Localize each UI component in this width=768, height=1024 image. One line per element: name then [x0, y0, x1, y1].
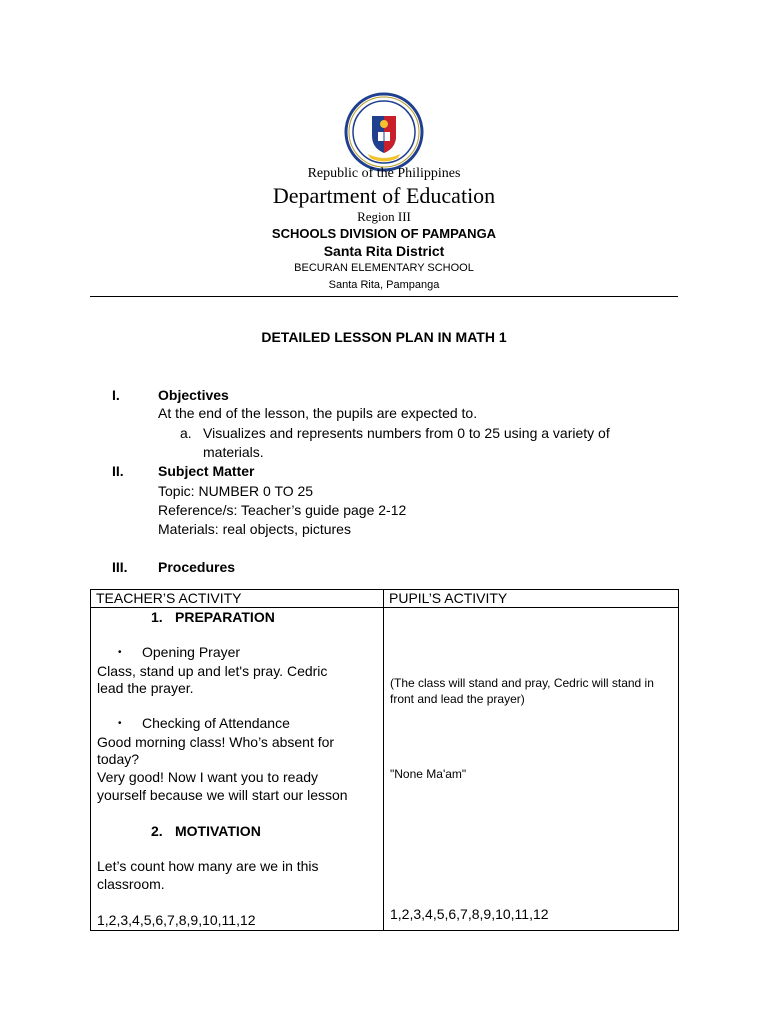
pupil-activity-cell: [384, 608, 679, 931]
pupil-prayer-line-2: front and lead the prayer): [390, 692, 525, 706]
subject-matter-heading: Subject Matter: [158, 463, 255, 479]
department-name: Department of Education: [272, 183, 496, 208]
preparation-heading: PREPARATION: [175, 609, 275, 625]
attendance-line-3: Very good! Now I want you to ready: [97, 769, 319, 785]
republic-line: Republic of the Philippines: [307, 166, 461, 181]
attendance-line-4: yourself because we will start our lesson: [97, 787, 348, 803]
deped-seal-logo: [342, 92, 426, 172]
attendance-line-2: today?: [97, 751, 140, 767]
school-name: BECURAN ELEMENTARY SCHOOL: [294, 262, 474, 274]
pupil-prayer-line-1: (The class will stand and pray, Cedric will stand in: [390, 676, 654, 690]
objectives-intro: At the end of the lesson, the pupils are expected to.: [158, 405, 478, 421]
subject-materials: Materials: real objects, pictures: [158, 521, 351, 537]
pupil-none-maam: "None Ma'am": [390, 767, 467, 781]
subject-reference: Reference/s: Teacher’s guide page 2-12: [158, 502, 407, 518]
objectives-numeral: I.: [112, 387, 120, 403]
table-header-row: [91, 590, 679, 608]
objective-item-line-1: Visualizes and represents numbers from 0 to 25 using a variety of: [203, 425, 610, 441]
objective-item-line-2: materials.: [203, 444, 264, 460]
teacher-activity-header: TEACHER’S ACTIVITY: [91, 590, 384, 608]
table-row: [91, 608, 679, 931]
count-line-2: classroom.: [97, 876, 165, 892]
motivation-number: 2.: [151, 823, 163, 839]
objectives-heading: Objectives: [158, 387, 229, 403]
pupil-count-numbers: 1,2,3,4,5,6,7,8,9,10,11,12: [390, 906, 549, 922]
attendance-label: Checking of Attendance: [142, 715, 290, 731]
division-line: SCHOOLS DIVISION OF PAMPANGA: [271, 226, 497, 241]
subject-topic: Topic: NUMBER 0 TO 25: [158, 483, 314, 499]
opening-prayer-label: Opening Prayer: [142, 644, 241, 660]
pupil-activity-header: PUPIL’S ACTIVITY: [384, 590, 679, 608]
subject-matter-numeral: II.: [112, 463, 124, 479]
attendance-line-1: Good morning class! Who’s absent for: [97, 734, 335, 750]
document-title: DETAILED LESSON PLAN IN MATH 1: [261, 329, 507, 345]
objective-item-letter: a.: [180, 425, 192, 441]
bullet-icon: •: [118, 718, 122, 729]
procedures-numeral: III.: [112, 559, 128, 575]
teacher-count-numbers: 1,2,3,4,5,6,7,8,9,10,11,12: [97, 912, 256, 928]
motivation-heading: MOTIVATION: [175, 823, 261, 839]
header-divider: [90, 296, 678, 297]
teacher-activity-cell: [91, 608, 384, 931]
district-line: Santa Rita District: [323, 243, 445, 259]
preparation-number: 1.: [151, 609, 163, 625]
procedures-heading: Procedures: [158, 559, 236, 575]
count-line-1: Let’s count how many are we in this: [97, 858, 319, 874]
school-address: Santa Rita, Pampanga: [328, 279, 440, 291]
region-line: Region III: [357, 209, 411, 224]
activity-table: [90, 589, 679, 931]
prayer-line-2: lead the prayer.: [97, 680, 194, 696]
bullet-icon: •: [118, 647, 122, 658]
prayer-line-1: Class, stand up and let's pray. Cedric: [97, 663, 328, 679]
